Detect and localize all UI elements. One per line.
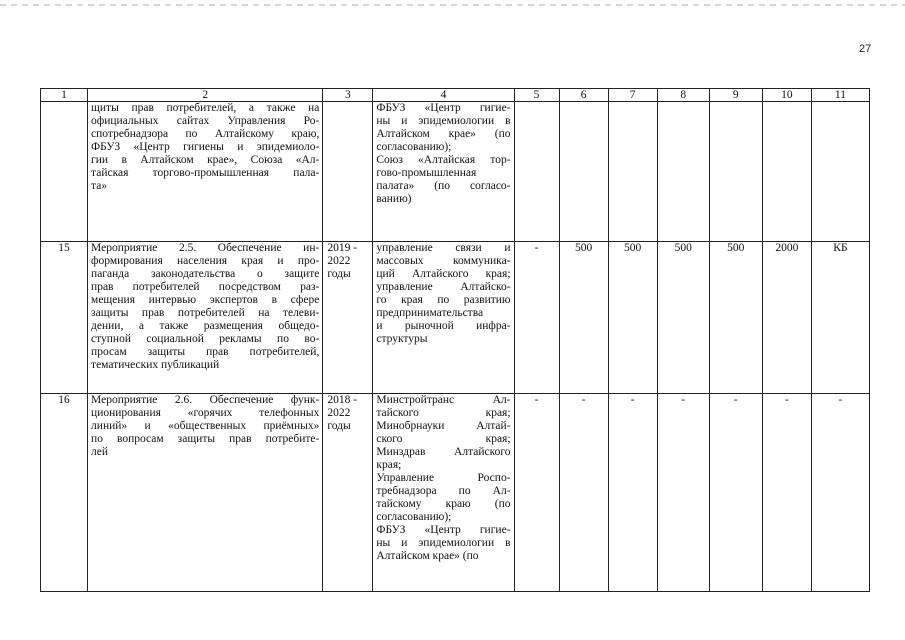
- activity-text-line: мещения интервью экспертов в сфере: [91, 294, 320, 306]
- row-number: 16: [41, 394, 88, 592]
- activity-text-line: ФБУЗ «Центр гигиены и эпидемиоло-: [91, 141, 320, 153]
- executor-text-line: Союз «Алтайская тор-: [376, 154, 511, 166]
- header-cell: 6: [559, 89, 608, 102]
- header-cell: 11: [811, 89, 869, 102]
- executor-text-line: ФБУЗ «Центр гигие-: [376, 102, 511, 114]
- value-cell: [608, 102, 657, 242]
- activity-text-line: официальных сайтах Управления Ро-: [91, 115, 320, 127]
- value-cell: -: [762, 394, 811, 592]
- header-cell: 7: [608, 89, 657, 102]
- period-cell: [323, 242, 373, 394]
- row-number: 15: [41, 242, 88, 394]
- value-cell: -: [657, 394, 709, 592]
- period-text-line: 2022: [327, 407, 351, 419]
- executor-text-line: ванию): [376, 193, 412, 205]
- header-cell: 10: [762, 89, 811, 102]
- value-cell: [709, 102, 762, 242]
- executor-text-line: Минобрнауки Алтай-: [376, 420, 511, 432]
- executor-text-line: Алтайском крае» (по: [376, 550, 479, 562]
- value-cell: -: [811, 394, 869, 592]
- header-cell: 8: [657, 89, 709, 102]
- activity-text-line: тайская торгово-промышленная пала-: [91, 167, 320, 179]
- activity-text-line: спотребнадзора по Алтайскому краю,: [91, 128, 320, 140]
- activity-text-line: просам защиты прав потребителей,: [91, 346, 320, 358]
- executor-text-line: края;: [376, 459, 402, 471]
- page-number: 27: [859, 43, 872, 55]
- activity-text-line: дении, а также размещения общедо-: [91, 320, 320, 332]
- executor-text-line: массовых коммуника-: [376, 255, 511, 267]
- activity-text-line: гии в Алтайском крае», Союза «Ал-: [91, 154, 320, 166]
- activity-text-line: та»: [91, 180, 108, 192]
- period-cell: [323, 102, 373, 242]
- period-cell: [323, 394, 373, 592]
- value-cell: 500: [608, 242, 657, 394]
- period-text-line: 2018 -: [327, 394, 358, 406]
- executor-text-line: структуры: [376, 333, 428, 345]
- executor-text-line: Управление Роспо-: [376, 472, 511, 484]
- table-row: [41, 242, 870, 394]
- executors-cell: [373, 242, 514, 394]
- value-cell: -: [514, 394, 559, 592]
- activity-text-line: тематических публикаций: [91, 359, 220, 371]
- value-cell: 500: [709, 242, 762, 394]
- executor-text-line: Алтайском крае» (по: [376, 128, 511, 140]
- activity-text-line: паганда законодательства о защите: [91, 268, 320, 280]
- value-cell: 500: [559, 242, 608, 394]
- value-cell: [811, 102, 869, 242]
- activity-text-line: Мероприятие 2.6. Обеспечение функ-: [91, 394, 320, 406]
- scan-artifact-line: [0, 4, 905, 6]
- header-cell: 1: [41, 89, 88, 102]
- value-cell: [514, 102, 559, 242]
- value-cell: -: [709, 394, 762, 592]
- executor-text-line: тайскому краю (по: [376, 498, 511, 510]
- activity-text-line: линий» и «общественных приёмных»: [91, 420, 320, 432]
- executor-text-line: Минздрав Алтайского: [376, 446, 511, 458]
- activity-cell: [88, 394, 323, 592]
- activity-cell: [88, 102, 323, 242]
- activity-text-line: защиты прав потребителей на телеви-: [91, 307, 320, 319]
- value-cell: 500: [657, 242, 709, 394]
- executor-text-line: требнадзора по Ал-: [376, 485, 511, 497]
- executor-text-line: согласованию);: [376, 141, 452, 153]
- header-cell: 4: [373, 89, 514, 102]
- activity-text-line: формирования населения края и про-: [91, 255, 320, 267]
- header-cell: 5: [514, 89, 559, 102]
- executor-text-line: палата» (по согласо-: [376, 180, 511, 192]
- table-header-row: [41, 89, 870, 102]
- table-row: [41, 102, 870, 242]
- activity-text-line: щиты прав потребителей, а также на: [91, 102, 320, 114]
- activity-text-line: по вопросам защиты прав потребите-: [91, 433, 320, 445]
- activity-text-line: ционирования «горячих телефонных: [91, 407, 320, 419]
- executor-text-line: ций Алтайского края;: [376, 268, 511, 280]
- executor-text-line: ны и эпидемиологии в: [376, 115, 511, 127]
- value-cell: -: [559, 394, 608, 592]
- row-number: [41, 102, 88, 242]
- executor-text-line: согласованию);: [376, 511, 452, 523]
- executor-text-line: тайского края;: [376, 407, 511, 419]
- table-row: [41, 394, 870, 592]
- value-cell: КБ: [811, 242, 869, 394]
- period-text-line: годы: [327, 420, 351, 432]
- executor-text-line: ского края;: [376, 433, 511, 445]
- activity-text-line: Мероприятие 2.5. Обеспечение ин-: [91, 242, 320, 254]
- activity-cell: [88, 242, 323, 394]
- period-text-line: годы: [327, 268, 351, 280]
- header-cell: 3: [323, 89, 373, 102]
- value-cell: 2000: [762, 242, 811, 394]
- executor-text-line: управление связи и: [376, 242, 511, 254]
- header-cell: 9: [709, 89, 762, 102]
- value-cell: -: [608, 394, 657, 592]
- executors-cell: [373, 394, 514, 592]
- executor-text-line: го края по развитию: [376, 294, 511, 306]
- executor-text-line: предпринимательства: [376, 307, 484, 319]
- activity-text-line: лей: [91, 446, 109, 458]
- value-cell: [762, 102, 811, 242]
- value-cell: [559, 102, 608, 242]
- executor-text-line: ФБУЗ «Центр гигие-: [376, 524, 511, 536]
- value-cell: -: [514, 242, 559, 394]
- activity-text-line: ступной социальной рекламы по во-: [91, 333, 320, 345]
- period-text-line: 2019 -: [327, 242, 358, 254]
- executor-text-line: управление Алтайско-: [376, 281, 511, 293]
- measures-table: [40, 88, 870, 592]
- value-cell: [657, 102, 709, 242]
- executor-text-line: и рыночной инфра-: [376, 320, 511, 332]
- activity-text-line: прав потребителей посредством раз-: [91, 281, 320, 293]
- executor-text-line: Минстройтранс Ал-: [376, 394, 511, 406]
- header-cell: 2: [88, 89, 323, 102]
- executors-cell: [373, 102, 514, 242]
- executor-text-line: ны и эпидемиологии в: [376, 537, 511, 549]
- executor-text-line: гово-промышленная: [376, 167, 477, 179]
- period-text-line: 2022: [327, 255, 351, 267]
